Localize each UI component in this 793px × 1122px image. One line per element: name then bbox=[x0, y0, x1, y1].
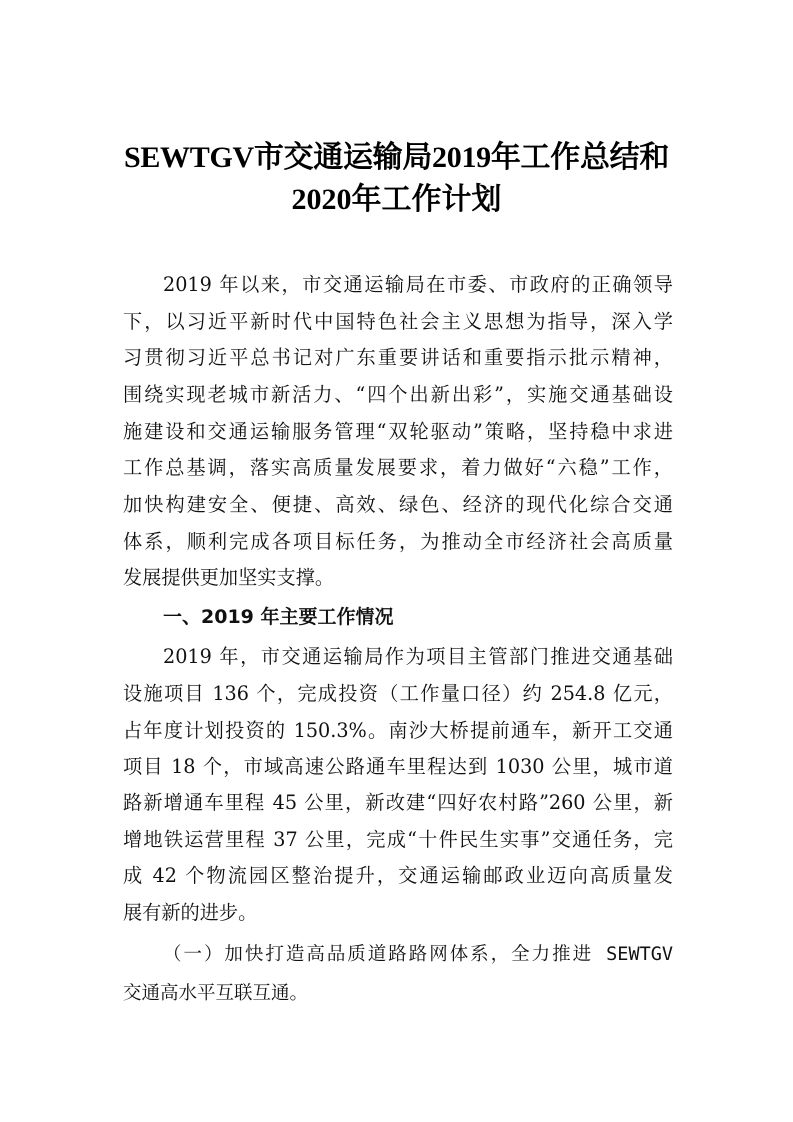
paragraph-line: 成 42 个物流园区整治提升，交通运输邮政业迈向高质量发 bbox=[123, 864, 673, 887]
paragraph-line: 工作总基调，落实高质量发展要求，着力做好“六稳”工作， bbox=[123, 456, 673, 479]
subsection-heading-line-1: （一）加快打造高品质道路路网体系，全力推进 SEWTGV bbox=[163, 944, 673, 965]
paragraph-line: 展有新的进步。 bbox=[123, 901, 258, 924]
paragraph-line: 下，以习近平新时代中国特色社会主义思想为指导，深入学 bbox=[123, 310, 673, 333]
paragraph-line: 围绕实现老城市新活力、“四个出新出彩”，实施交通基础设 bbox=[123, 383, 673, 406]
paragraph-line: 项目 18 个，市域高速公路通车里程达到 1030 公里，城市道 bbox=[123, 755, 673, 778]
subsection-heading-line-2: 交通高水平互联互通。 bbox=[123, 983, 309, 1004]
paragraph-line: 2019 年以来，市交通运输局在市委、市政府的正确领导 bbox=[163, 273, 673, 296]
paragraph-line: 体系，顺利完成各项目标任务，为推动全市经济社会高质量 bbox=[123, 530, 673, 553]
document-title-line-1: SEWTGV市交通运输局2019年工作总结和 bbox=[123, 141, 670, 174]
paragraph-line: 路新增通车里程 45 公里，新改建“四好农村路”260 公里，新 bbox=[123, 791, 673, 814]
section-heading: 一、2019 年主要工作情况 bbox=[163, 606, 394, 628]
paragraph-line: 施建设和交通运输服务管理“双轮驱动”策略，坚持稳中求进 bbox=[123, 420, 673, 443]
paragraph-line: 发展提供更加坚实支撑。 bbox=[123, 566, 335, 589]
paragraph-line: 占年度计划投资的 150.3%。南沙大桥提前通车，新开工交通 bbox=[123, 719, 673, 742]
document-title-line-2: 2020年工作计划 bbox=[291, 183, 502, 216]
paragraph-line: 习贯彻习近平总书记对广东重要讲话和重要指示批示精神， bbox=[123, 346, 673, 369]
paragraph-line: 加快构建安全、便捷、高效、绿色、经济的现代化综合交通 bbox=[123, 493, 673, 516]
paragraph-line: 增地铁运营里程 37 公里，完成“十件民生实事”交通任务，完 bbox=[123, 828, 673, 851]
paragraph-line: 2019 年，市交通运输局作为项目主管部门推进交通基础 bbox=[163, 645, 673, 668]
paragraph-line: 设施项目 136 个，完成投资（工作量口径）约 254.8 亿元， bbox=[123, 682, 673, 705]
